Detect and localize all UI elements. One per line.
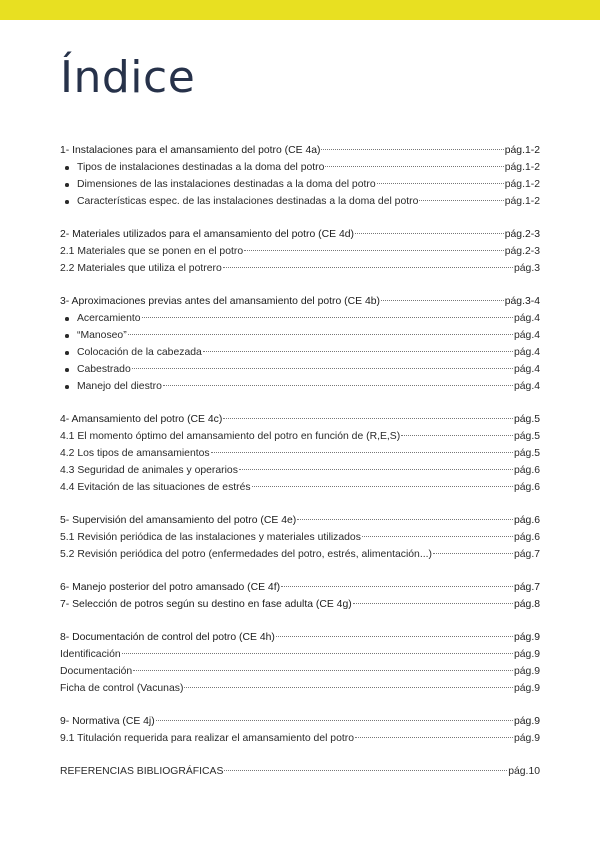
toc-subsection-item[interactable] (60, 546, 540, 563)
section-gap (60, 496, 540, 512)
toc-section-heading[interactable] (60, 596, 540, 613)
dot-leader (142, 317, 513, 318)
toc-entry-title: Acercamiento (77, 313, 141, 324)
toc-entry-title: REFERENCIAS BIBLIOGRÁFICAS (60, 766, 224, 777)
toc-entry-title: 4.3 Seguridad de animales y operarios (60, 465, 238, 476)
dot-leader (203, 351, 513, 352)
toc-bullet-item[interactable] (60, 327, 540, 344)
toc-subsection-item[interactable] (60, 663, 540, 680)
toc-entry-title: Identificación (60, 649, 121, 660)
toc-bullet-item[interactable] (60, 159, 540, 176)
page-title: Índice (60, 52, 196, 103)
toc-page-number: pág.9 (513, 632, 540, 643)
toc-page-number: pág.9 (513, 733, 540, 744)
dot-leader (224, 770, 507, 771)
toc-page-number: pág.4 (513, 347, 540, 358)
toc-entry-title: 8- Documentación de control del potro (CE 4h) (60, 632, 275, 643)
toc-entry-title: 4.4 Evitación de las situaciones de estrés (60, 482, 251, 493)
toc-entry-title: 2- Materiales utilizados para el amansamiento del potro (CE 4d) (60, 229, 354, 240)
toc-entry-title: “Manoseo” (77, 330, 127, 341)
toc-bullet-item[interactable] (60, 193, 540, 210)
section-gap (60, 613, 540, 629)
toc-page-number: pág.6 (513, 482, 540, 493)
table-of-contents (60, 142, 540, 780)
toc-page-number: pág.1-2 (504, 145, 540, 156)
dot-leader (355, 233, 504, 234)
toc-section-heading[interactable] (60, 293, 540, 310)
toc-section-heading[interactable] (60, 226, 540, 243)
dot-leader (355, 737, 513, 738)
dot-leader (132, 368, 513, 369)
toc-page-number: pág.4 (513, 381, 540, 392)
toc-subsection-item[interactable] (60, 730, 540, 747)
toc-subsection-item[interactable] (60, 646, 540, 663)
toc-page-number: pág.9 (513, 716, 540, 727)
dot-leader (433, 553, 513, 554)
toc-section-heading[interactable] (60, 512, 540, 529)
toc-bullet-item[interactable] (60, 176, 540, 193)
dot-leader (401, 435, 513, 436)
toc-section-heading[interactable] (60, 142, 540, 159)
toc-entry-title: 9.1 Titulación requerida para realizar el amansamiento del potro (60, 733, 354, 744)
toc-entry-title: 3- Aproximaciones previas antes del amansamiento del potro (CE 4b) (60, 296, 380, 307)
toc-page-number: pág.2-3 (504, 246, 540, 257)
toc-page-number: pág.1-2 (504, 196, 540, 207)
toc-entry-title: 4.1 El momento óptimo del amansamiento del potro en función de (R,E,S) (60, 431, 401, 442)
dot-leader (419, 200, 503, 201)
dot-leader (239, 469, 513, 470)
toc-page-number: pág.9 (513, 683, 540, 694)
toc-subsection-item[interactable] (60, 243, 540, 260)
dot-leader (211, 452, 513, 453)
section-gap (60, 210, 540, 226)
dot-leader (223, 267, 513, 268)
toc-page-number: pág.5 (513, 414, 540, 425)
top-accent-bar (0, 0, 600, 20)
toc-entry-title: Dimensiones de las instalaciones destinadas a la doma del potro (77, 179, 376, 190)
toc-bullet-item[interactable] (60, 310, 540, 327)
toc-bullet-item[interactable] (60, 378, 540, 395)
toc-page-number: pág.5 (513, 448, 540, 459)
dot-leader (281, 586, 513, 587)
dot-leader (223, 418, 513, 419)
toc-page-number: pág.2-3 (504, 229, 540, 240)
dot-leader (252, 486, 513, 487)
dot-leader (163, 385, 513, 386)
dot-leader (122, 653, 513, 654)
section-gap (60, 395, 540, 411)
toc-page-number: pág.8 (513, 599, 540, 610)
toc-page-number: pág.4 (513, 364, 540, 375)
toc-entry-title: 2.2 Materiales que utiliza el potrero (60, 263, 222, 274)
toc-entry-title: 9- Normativa (CE 4j) (60, 716, 155, 727)
toc-page-number: pág.1-2 (504, 162, 540, 173)
toc-page-number: pág.6 (513, 515, 540, 526)
toc-subsection-item[interactable] (60, 529, 540, 546)
toc-bullet-item[interactable] (60, 344, 540, 361)
toc-section-heading[interactable] (60, 579, 540, 596)
toc-entry-title: 2.1 Materiales que se ponen en el potro (60, 246, 244, 257)
dot-leader (381, 300, 504, 301)
toc-section-heading[interactable] (60, 411, 540, 428)
dot-leader (128, 334, 513, 335)
toc-section-heading[interactable] (60, 713, 540, 730)
toc-bullet-item[interactable] (60, 361, 540, 378)
section-gap (60, 697, 540, 713)
toc-entry-title: 7- Selección de potros según su destino en fase adulta (CE 4g) (60, 599, 352, 610)
toc-page-number: pág.7 (513, 549, 540, 560)
toc-page-number: pág.9 (513, 666, 540, 677)
dot-leader (244, 250, 504, 251)
toc-entry-title: Características espec. de las instalaciones destinadas a la doma del potro (77, 196, 419, 207)
toc-page-number: pág.7 (513, 582, 540, 593)
toc-entry-title: Manejo del diestro (77, 381, 162, 392)
toc-subsection-item[interactable] (60, 462, 540, 479)
toc-page-number: pág.6 (513, 465, 540, 476)
toc-page-number: pág.3-4 (504, 296, 540, 307)
section-gap (60, 563, 540, 579)
toc-page-number: pág.3 (513, 263, 540, 274)
toc-page-number: pág.4 (513, 330, 540, 341)
toc-entry-title: Tipos de instalaciones destinadas a la doma del potro (77, 162, 325, 173)
dot-leader (321, 149, 503, 150)
dot-leader (377, 183, 504, 184)
toc-entry-title: Documentación (60, 666, 133, 677)
section-gap (60, 277, 540, 293)
toc-subsection-item[interactable] (60, 428, 540, 445)
dot-leader (156, 720, 513, 721)
toc-entry-title: Ficha de control (Vacunas) (60, 683, 184, 694)
toc-entry-title: Colocación de la cabezada (77, 347, 202, 358)
dot-leader (276, 636, 513, 637)
toc-entry-title: 5.1 Revisión periódica de las instalaciones y materiales utilizados (60, 532, 361, 543)
toc-page-number: pág.10 (508, 766, 540, 777)
toc-page-number: pág.9 (513, 649, 540, 660)
section-gap (60, 747, 540, 763)
toc-subsection-item[interactable] (60, 445, 540, 462)
toc-page-number: pág.1-2 (504, 179, 540, 190)
toc-entry-title: 4.2 Los tipos de amansamientos (60, 448, 210, 459)
toc-entry-title: 5.2 Revisión periódica del potro (enfermedades del potro, estrés, alimentación...) (60, 549, 432, 560)
toc-entry-title: 4- Amansamiento del potro (CE 4c) (60, 414, 223, 425)
toc-subsection-item[interactable] (60, 260, 540, 277)
toc-section-heading[interactable] (60, 629, 540, 646)
toc-subsection-item[interactable] (60, 763, 540, 780)
toc-entry-title: 1- Instalaciones para el amansamiento del potro (CE 4a) (60, 145, 321, 156)
toc-page-number: pág.5 (513, 431, 540, 442)
dot-leader (133, 670, 513, 671)
toc-page-number: pág.4 (513, 313, 540, 324)
toc-entry-title: 5- Supervisión del amansamiento del potro (CE 4e) (60, 515, 297, 526)
toc-page-number: pág.6 (513, 532, 540, 543)
dot-leader (184, 687, 513, 688)
toc-subsection-item[interactable] (60, 680, 540, 697)
toc-subsection-item[interactable] (60, 479, 540, 496)
toc-entry-title: 6- Manejo posterior del potro amansado (CE 4f) (60, 582, 281, 593)
dot-leader (325, 166, 503, 167)
dot-leader (353, 603, 513, 604)
toc-entry-title: Cabestrado (77, 364, 131, 375)
dot-leader (297, 519, 513, 520)
dot-leader (362, 536, 513, 537)
